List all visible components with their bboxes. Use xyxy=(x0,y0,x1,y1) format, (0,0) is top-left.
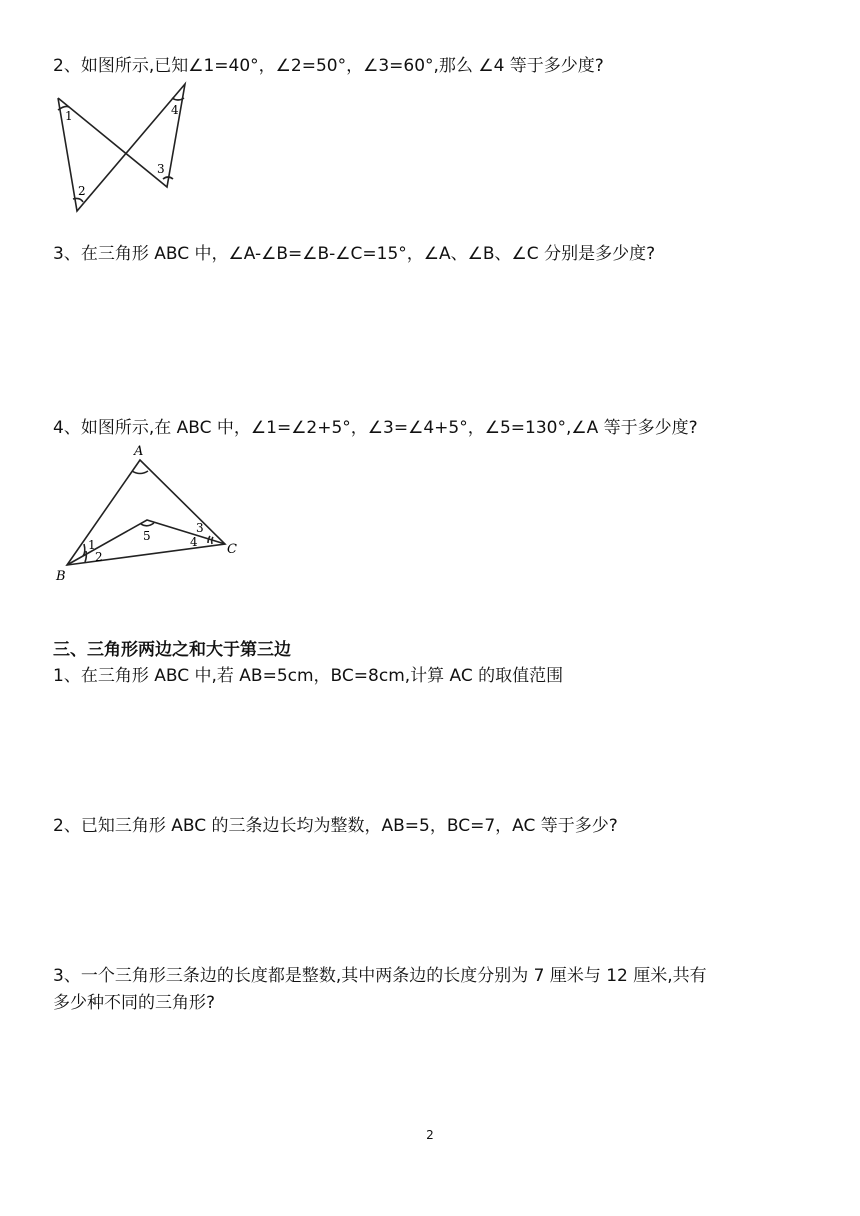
figure-triangle-abc xyxy=(50,440,255,585)
fig2-label-3: 3 xyxy=(196,521,204,535)
section-3-heading: 三、三角形两边之和大于第三边 xyxy=(53,640,291,660)
question-4-angle-a: 4、如图所示,在 ABC 中，∠1=∠2+5°，∠3=∠4+5°，∠5=130°,∠A 等于多少度? xyxy=(53,418,698,438)
fig1-label-4: 4 xyxy=(171,103,179,117)
section3-question-2: 2、已知三角形 ABC 的三条边长均为整数，AB=5，BC=7，AC 等于多少? xyxy=(53,816,618,836)
fig2-vertex-a: A xyxy=(134,444,144,459)
page-number: 2 xyxy=(426,1128,434,1142)
fig2-label-4: 4 xyxy=(190,535,198,549)
question-3-angles: 3、在三角形 ABC 中，∠A-∠B=∠B-∠C=15°，∠A、∠B、∠C 分别是多少度? xyxy=(53,244,656,264)
section3-question-3-line2: 多少种不同的三角形? xyxy=(53,993,216,1013)
section3-question-1: 1、在三角形 ABC 中,若 AB=5cm，BC=8cm,计算 AC 的取值范围 xyxy=(53,666,564,686)
fig2-label-5: 5 xyxy=(143,529,151,543)
fig2-vertex-b: B xyxy=(56,569,66,584)
fig2-vertex-c: C xyxy=(227,542,237,557)
fig1-label-3: 3 xyxy=(157,162,165,176)
question-2-angle4: 2、如图所示,已知∠1=40°，∠2=50°，∠3=60°,那么 ∠4 等于多少度? xyxy=(53,56,604,76)
fig2-label-2: 2 xyxy=(95,550,103,564)
figure-crossing-lines xyxy=(50,78,200,218)
section3-question-3-line1: 3、一个三角形三条边的长度都是整数,其中两条边的长度分别为 7 厘米与 12 厘米,共有 xyxy=(53,966,707,986)
fig1-label-1: 1 xyxy=(65,109,73,123)
fig2-label-1: 1 xyxy=(88,538,96,552)
fig1-label-2: 2 xyxy=(78,184,86,198)
